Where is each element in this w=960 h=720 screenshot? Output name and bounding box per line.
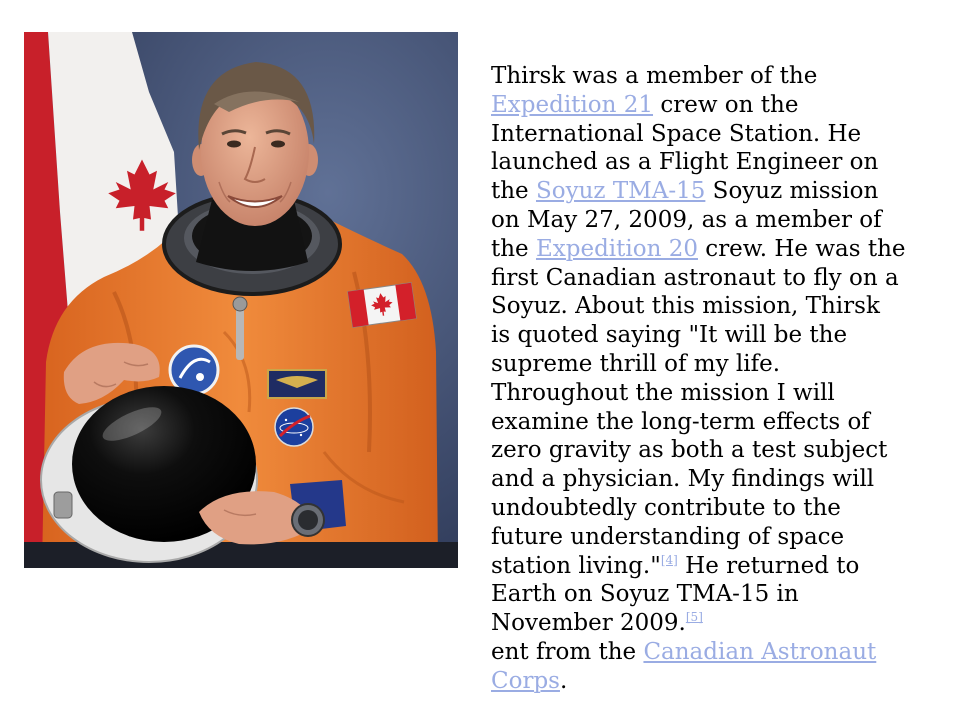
text-segment: examine the long-term effects of (491, 408, 870, 435)
text-segment: and a physician. My findings will (491, 466, 875, 493)
text-segment: International Space Station. He (491, 120, 862, 147)
text-line (491, 321, 941, 350)
text-segment: zero gravity as both a test subject (491, 437, 888, 464)
text-line (491, 350, 941, 379)
text-line (491, 494, 941, 523)
text-segment: the (491, 235, 536, 262)
text-line (491, 264, 941, 293)
text-line (491, 62, 941, 91)
wristwatch (292, 504, 324, 536)
text-line (491, 465, 941, 494)
text-segment: on May 27, 2009, as a member of (491, 206, 882, 233)
text-line (491, 235, 941, 264)
text-line (491, 408, 941, 437)
text-segment: station living." (491, 552, 661, 579)
mission-patch (170, 346, 218, 394)
text-segment: ent from the (491, 638, 644, 665)
citation-4-link[interactable]: [4] (660, 552, 678, 567)
text-line (491, 436, 941, 465)
nasa-patch (275, 408, 313, 446)
text-segment: crew. He was the (698, 235, 906, 262)
text-line (491, 206, 941, 235)
text-segment: is quoted saying "It will be the (491, 322, 848, 349)
text-segment: the (491, 178, 536, 205)
text-segment: future understanding of space (491, 523, 845, 550)
text-line (491, 638, 941, 667)
soyuz-tma-15-link[interactable]: Soyuz TMA-15 (535, 178, 706, 205)
canadian-astronaut-corps-link[interactable]: Corps (491, 667, 560, 694)
text-segment: He returned to (677, 552, 860, 579)
text-segment: launched as a Flight Engineer on (491, 149, 879, 176)
text-segment: Earth on Soyuz TMA-15 in (491, 581, 799, 608)
astronaut-photo (24, 32, 458, 568)
suit-connector (236, 304, 244, 360)
expedition-21-link[interactable]: Expedition 21 (491, 91, 654, 118)
text-segment: supreme thrill of my life. (491, 350, 781, 377)
text-line (491, 177, 941, 206)
citation-5-link[interactable]: [5] (685, 610, 703, 625)
expedition-20-link[interactable]: Expedition 20 (535, 235, 698, 262)
text-segment: Soyuz. About this mission, Thirsk (491, 293, 880, 320)
text-segment: Soyuz mission (705, 178, 879, 205)
text-line (491, 91, 941, 120)
article-text (491, 62, 941, 696)
text-line (491, 523, 941, 552)
text-line (491, 292, 941, 321)
text-line (491, 667, 941, 696)
text-segment: Throughout the mission I will (491, 379, 835, 406)
astronaut-portrait-photo (24, 32, 458, 568)
text-segment: November 2009. (491, 610, 686, 637)
text-line (491, 379, 941, 408)
text-line (491, 609, 941, 638)
text-line (491, 580, 941, 609)
text-segment: undoubtedly contribute to the (491, 494, 841, 521)
text-segment: crew on the (653, 91, 799, 118)
text-line (491, 120, 941, 149)
name-tag (268, 370, 326, 398)
text-line (491, 552, 941, 581)
text-segment: . (559, 667, 568, 694)
text-line (491, 148, 941, 177)
canadian-astronaut-corps-link[interactable]: Canadian Astronaut (643, 638, 877, 665)
suit-connector-ring (233, 297, 247, 311)
text-segment: first Canadian astronaut to fly on a (491, 264, 899, 291)
text-segment: Thirsk was a member of the (491, 63, 818, 89)
